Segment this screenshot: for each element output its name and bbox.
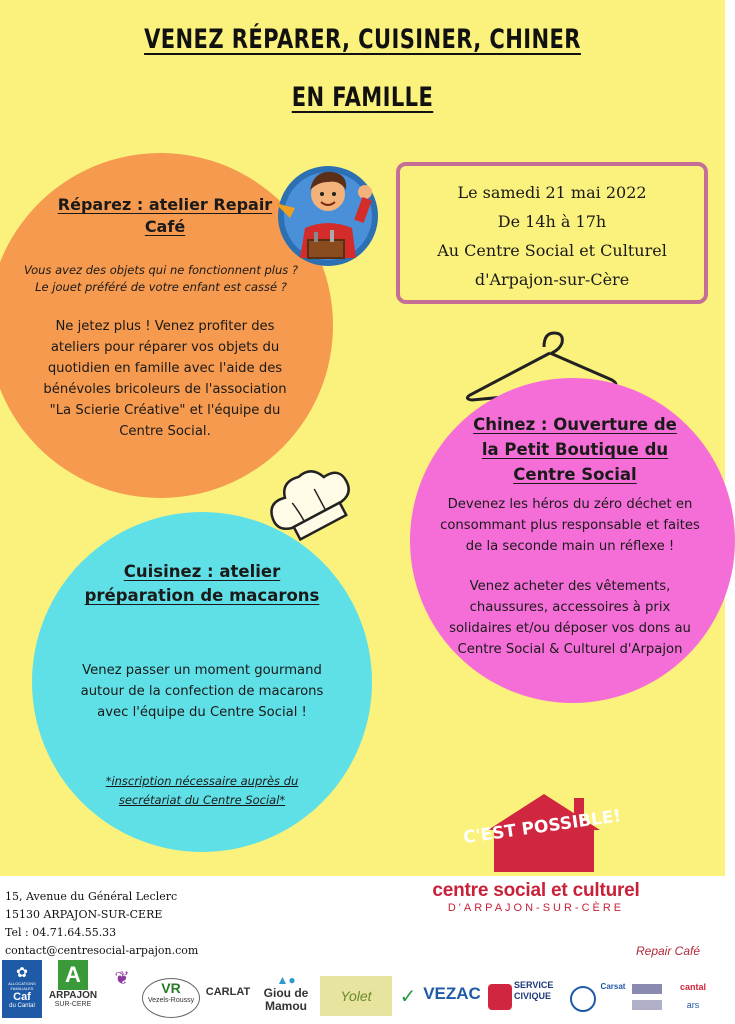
yolet-logo: Yolet xyxy=(320,976,392,1016)
page-title-line1: VENEZ RÉPARER, CUISINER, CHINER xyxy=(144,24,581,55)
seal-icon xyxy=(570,986,596,1012)
partner-logos xyxy=(0,958,725,1024)
giou-logo: ▲● Giou de Mamou xyxy=(263,973,309,1013)
repair-intro: Vous avez des objets qui ne fonctionnent plus ? Le jouet préféré de votre enfant est cassé ? xyxy=(23,263,299,294)
cantal-logo: cantal xyxy=(679,982,706,992)
boutique-body-2: Venez acheter des vêtements, chaussures, accessoires à prix solidaires et/ou déposer vos dons au Centre Social & Culturel d'Arpajon xyxy=(449,579,691,657)
contact-city: 15130 ARPAJON-SUR-CERE xyxy=(5,908,163,921)
centre-subtitle: D'ARPAJON-SUR-CÈRE xyxy=(447,902,625,914)
leaf-icon: ✓ xyxy=(399,986,417,1008)
page-title-line2: EN FAMILLE xyxy=(291,82,434,113)
caf-logo: ✿ ALLOCATIONS FAMILIALES Caf du Cantal xyxy=(2,960,42,1018)
centre-name: centre social et culturel xyxy=(432,880,640,901)
contact-tel: Tel : 04.71.64.55.33 xyxy=(5,926,117,939)
repair-cafe-logo: Repair Café xyxy=(635,944,701,958)
vezels-logo: VR Vezels-Roussy xyxy=(142,978,200,1018)
event-time: De 14h à 17h xyxy=(497,212,607,231)
repair-heading: Réparez : atelier Repair Café xyxy=(57,195,273,236)
cooking-body: Venez passer un moment gourmand autour de la confection de macarons avec l'équipe du Centre Social ! xyxy=(80,663,324,720)
event-place-2: d'Arpajon-sur-Cère xyxy=(474,270,630,289)
carsat-logo: Carsat xyxy=(600,982,626,991)
repair-body: Ne jetez plus ! Venez profiter des ateliers pour réparer vos objets du quotidien en famille avec l'aide des bénévoles bricoleurs de l'association "La Scierie Créative" et l'équipe du Centre Social. xyxy=(43,319,287,439)
cest-possible-logo xyxy=(461,790,623,874)
boutique-heading: Chinez : Ouverture de la Petit Boutique du Centre Social xyxy=(473,415,677,484)
boutique-body-1: Devenez les héros du zéro déchet en consommant plus responsable et faites de la seconde main un réflexe ! xyxy=(440,497,700,554)
handyman-illustration xyxy=(270,158,382,270)
service-civique-logo: SERVICE CIVIQUE xyxy=(514,980,554,1001)
contact-address: 15, Avenue du Général Leclerc xyxy=(5,890,178,903)
arpajon-logo: A ARPAJON SUR-CERE xyxy=(48,962,98,1008)
event-date: Le samedi 21 mai 2022 xyxy=(457,183,647,202)
vine-logo: ❦ xyxy=(114,968,130,988)
carlat-logo: CARLAT xyxy=(205,986,251,998)
event-place-1: Au Centre Social et Culturel xyxy=(437,241,667,260)
partner-mark-2 xyxy=(632,1000,662,1010)
cest-possible-text: C'EST POSSIBLE! xyxy=(461,806,623,849)
contact-block xyxy=(5,888,198,960)
contact-email[interactable]: contact@centresocial-arpajon.com xyxy=(5,944,199,957)
partner-mark-1 xyxy=(632,984,662,994)
vezac-logo: VEZAC xyxy=(423,984,481,1003)
cooking-heading: Cuisinez : atelier préparation de macarons xyxy=(84,562,320,605)
ars-logo: ars xyxy=(686,1000,700,1010)
service-civique-mark xyxy=(488,984,512,1010)
event-info-box xyxy=(396,162,708,304)
cooking-note: *inscription nécessaire auprès du secrétariat du Centre Social* xyxy=(105,774,299,807)
